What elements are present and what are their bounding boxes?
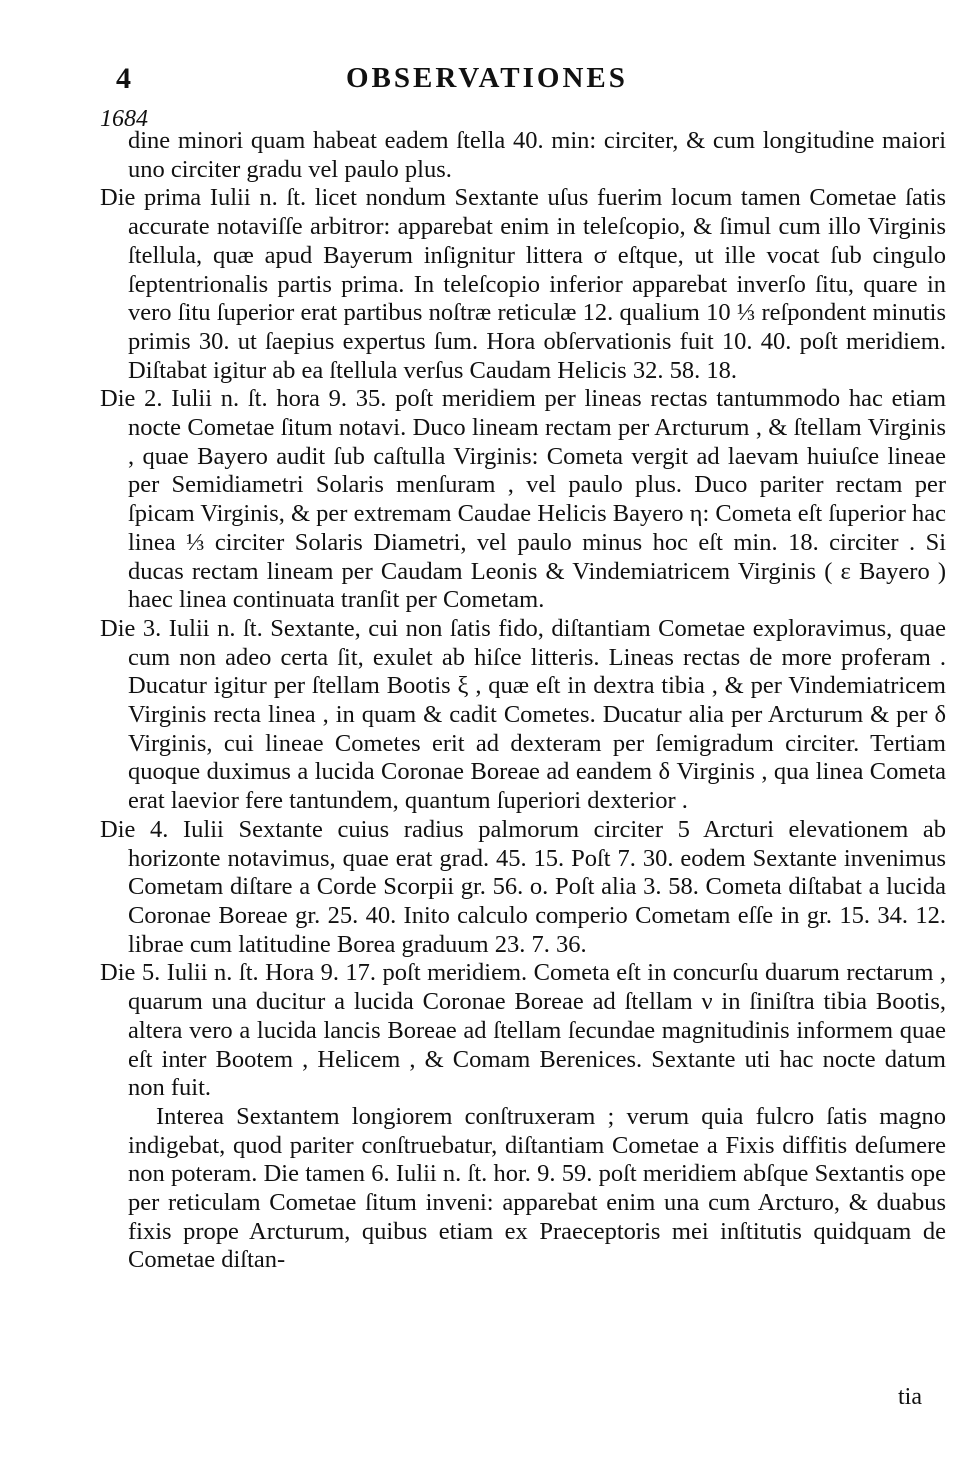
paragraph-interea: Interea Sextantem longiorem conſtruxeram ; verum quia fulcro ſatis magno indigebat, quod pariter conſtruebatur, diſtantiam Cometae a Fixis diffitis deſumere non poteram. Die tamen 6. Iulii n. ſt. hor. 9. 59. poſt meridiem abſque Sextantis ope per reticulam Cometae ſitum inveni: apparebat enim una cum Arcturo, & duabus fixis prope Arcturum, quibus etiam ex Praeceptoris mei inſtitutis quidquam de Cometae diſtan- [128, 1102, 946, 1274]
page-number: 4 [116, 62, 131, 95]
paragraph-july-5: Die 5. Iulii n. ſt. Hora 9. 17. poſt meridiem. Cometa eſt in concurſu duarum rectarum , quarum una ducitur a lucida Coronae Boreae ad ſtellam ν in ſiniſtra tibia Bootis, altera vero a lucida lancis Boreae ad ſtellam ſecundae magnitudinis informem quae eſt inter Bootem , Helicem , & Comam Berenices. Sextante uti hac nocte datum non fuit. [100, 959, 946, 1102]
margin-year: 1684 [100, 106, 148, 132]
paragraph-july-1: Die prima Iulii n. ſt. licet nondum Sextante uſus fuerim locum tamen Cometae ſatis accurate notaviſſe arbitror: apparebat enim in teleſcopio, & ſimul cum illo Virginis ſtellula, quæ apud Bayerum inſignitur littera σ eſtque, ut ille vocat ſub cingulo ſeptentrionalis partis prima. In teleſcopio inferior apparebat inverſo ſitu, quare in vero ſitu ſuperior erat partibus noſtræ reticulæ 12. qualium 10 ⅓ reſpondent minutis primis 30. ut ſaepius expertus ſum. Hora obſervationis fuit 10. 40. poſt meridiem. Diſtabat igitur ab ea ſtellula verſus Caudam Helicis 32. 58. 18. [100, 184, 946, 384]
paragraph-july-3: Die 3. Iulii n. ſt. Sextante, cui non ſatis fido, diſtantiam Cometae exploravimus, quae cum non adeo certa ſit, exulet ab hiſce litteris. Lineas rectas de more proferam . Ducatur igitur per ſtellam Bootis ξ , quæ eſt in dextra tibia , & per Vindemiatricem Virginis recta linea , in quam & cadit Cometes. Ducatur alia per Arcturum & per δ Virginis, cui lineae Cometes erit ad dexteram per ſemigradum circiter. Tertiam quoque duximus a lucida Coronae Boreae ad eandem δ Virginis , qua linea Cometa erat laevior fere tantundem, quantum ſuperiori dexterior . [100, 614, 946, 815]
paragraph-continuation: dine minori quam habeat eadem ſtella 40. min: circiter, & cum longitudine maiori uno circiter gradu vel paulo plus. [128, 127, 946, 183]
catchword: tia [898, 1384, 922, 1410]
running-head: OBSERVATIONES [346, 62, 628, 94]
body-text [100, 127, 946, 1275]
paragraph-july-2: Die 2. Iulii n. ſt. hora 9. 35. poſt meridiem per lineas rectas tantummodo hac etiam nocte Cometae ſitum notavi. Duco lineam rectam per Arcturum , & ſtellam Virginis , quae Bayero audit ſub caſtulla Virginis: Cometa vergit ad laevam huiuſce lineae per Semidiametri Solaris menſuram , vel paulo plus. Duco pariter rectam per ſpicam Virginis, & per extremam Caudae Helicis Bayero η: Cometa eſt ſuperior hac linea ⅓ circiter Solaris Diametri, vel paulo minus hoc eſt min. 18. circiter . Si ducas rectam lineam per Caudam Leonis & Vindemiatricem Virginis ( ε Bayero ) haec linea continuata tranſit per Cometam. [100, 385, 947, 614]
page-header [116, 62, 946, 102]
paragraph-july-4: Die 4. Iulii Sextante cuius radius palmorum circiter 5 Arcturi elevationem ab horizonte notavimus, quae erat grad. 45. 15. Poſt 7. 30. eodem Sextante invenimus Cometam diſtare a Corde Scorpii gr. 56. o. Poſt alia 3. 58. Cometa diſtabat a lucida Coronae Boreae gr. 25. 40. Inito calculo comperio Cometam eſſe in gr. 15. 34. 12. librae cum latitudine Borea graduum 23. 7. 36. [100, 815, 946, 958]
